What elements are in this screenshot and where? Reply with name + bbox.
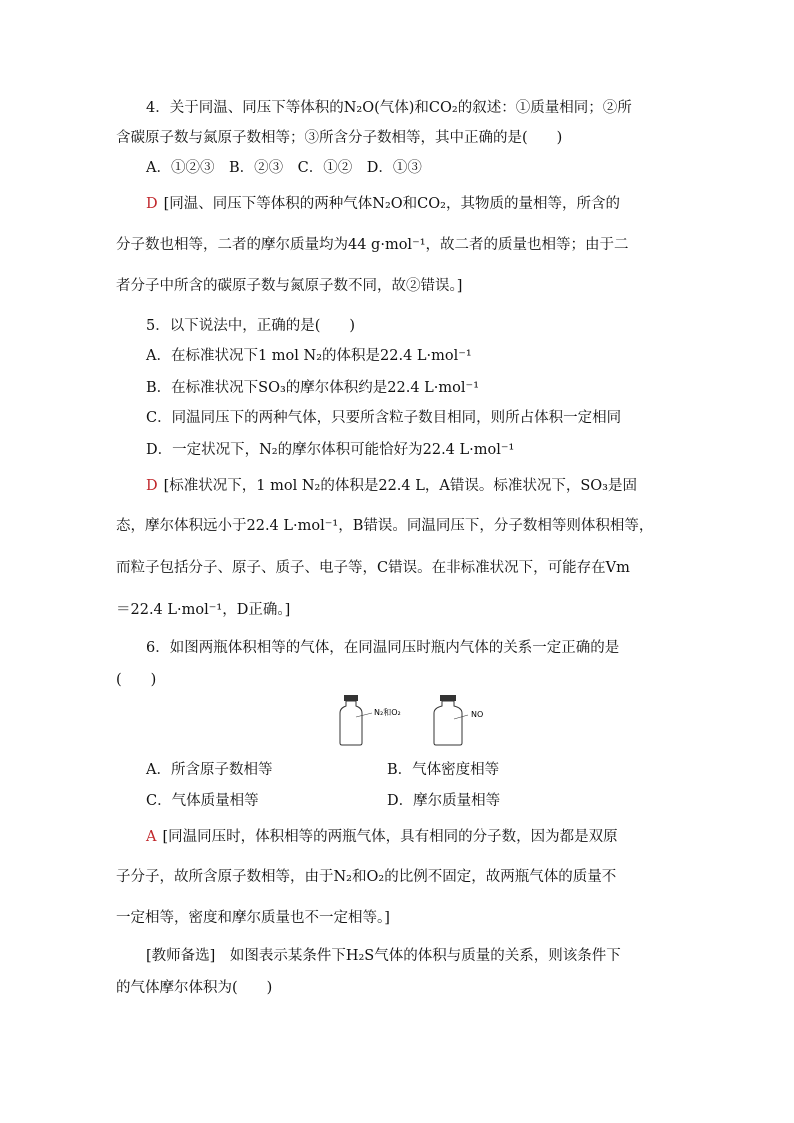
q4-stem-line2: 含碳原子数与氮原子数相等；③所含分子数相等，其中正确的是( ) <box>116 130 563 146</box>
q5-explanation-line2: 态，摩尔体积远小于22.4 L·mol⁻¹，B错误。同温同压下，分子数相等则体积相等， <box>116 518 654 534</box>
bottle-icon <box>340 695 372 745</box>
q6-stem-line2: ( ) <box>116 672 157 688</box>
q6-option-b: B．气体密度相等 <box>387 762 500 778</box>
bottle-icon <box>434 695 468 745</box>
bottle2-label: NO <box>471 710 484 719</box>
q4-explanation-line3: 者分子中所含的碳原子数与氮原子数不同，故②错误。] <box>116 278 463 294</box>
q7-stem-line2: 的气体摩尔体积为( ) <box>116 980 273 996</box>
q5-option-b: B．在标准状况下SO₃的摩尔体积约是22.4 L·mol⁻¹ <box>146 380 480 396</box>
q5-explanation-line1 <box>146 476 637 496</box>
q6-explanation-text1: [同温同压时，体积相等的两瓶气体，具有相同的分子数，因为都是双原 <box>162 829 618 845</box>
q5-stem: 5．以下说法中，正确的是( ) <box>146 318 356 334</box>
q4-answer: D <box>146 196 158 212</box>
q7-stem-line1: [教师备选] 如图表示某条件下H₂S气体的体积与质量的关系，则该条件下 <box>146 948 621 964</box>
q5-option-d: D．一定状况下，N₂的摩尔体积可能恰好为22.4 L·mol⁻¹ <box>146 442 515 458</box>
q5-answer: D <box>146 478 158 494</box>
q5-option-c: C．同温同压下的两种气体，只要所含粒子数目相同，则所占体积一定相同 <box>146 410 622 426</box>
q6-option-d: D．摩尔质量相等 <box>387 793 501 809</box>
q6-explanation-line3: 一定相等，密度和摩尔质量也不一定相等。] <box>116 910 390 926</box>
bottle1-label: N₂和O₂ <box>374 708 401 717</box>
two-bottles-figure <box>334 693 494 747</box>
q6-option-a: A．所含原子数相等 <box>146 762 273 778</box>
q5-option-a: A．在标准状况下1 mol N₂的体积是22.4 L·mol⁻¹ <box>146 348 472 364</box>
q6-option-c: C．气体质量相等 <box>146 793 259 809</box>
q5-explanation-line4: ＝22.4 L·mol⁻¹，D正确。] <box>116 602 291 618</box>
q4-options: A．①②③ B．②③ C．①② D．①③ <box>146 160 422 176</box>
q6-explanation-line1 <box>146 827 618 847</box>
q4-stem-line1: 4．关于同温、同压下等体积的N₂O(气体)和CO₂的叙述：①质量相同；②所 <box>146 100 632 116</box>
q6-answer: A <box>146 829 157 845</box>
q6-explanation-line2: 子分子，故所含原子数相等，由于N₂和O₂的比例不固定，故两瓶气体的质量不 <box>116 869 617 885</box>
q4-explanation-line2: 分子数也相等，二者的摩尔质量均为44 g·mol⁻¹，故二者的质量也相等；由于二 <box>116 237 629 253</box>
q5-explanation-text1: [标准状况下，1 mol N₂的体积是22.4 L，A错误。标准状况下，SO₃是固 <box>163 478 637 494</box>
q5-explanation-line3: 而粒子包括分子、原子、质子、电子等，C错误。在非标准状况下，可能存在Vm <box>116 560 630 576</box>
q4-explanation-line1 <box>146 194 620 214</box>
q4-explanation-text1: [同温、同压下等体积的两种气体N₂O和CO₂，其物质的量相等，所含的 <box>163 196 620 212</box>
q6-stem-line1: 6．如图两瓶体积相等的气体，在同温同压时瓶内气体的关系一定正确的是 <box>146 640 620 656</box>
